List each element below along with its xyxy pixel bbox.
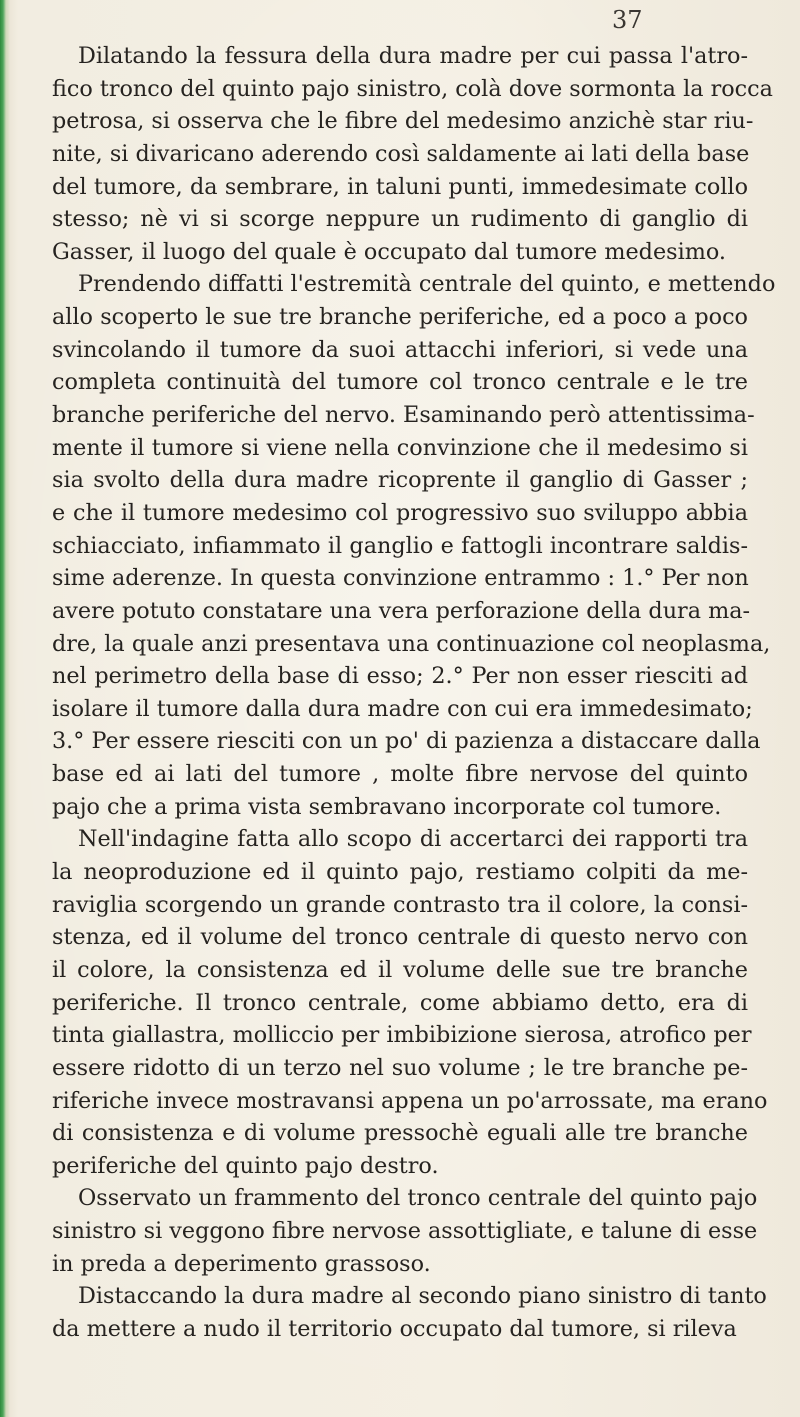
text-line: stenza, ed il volume del tronco centrale di questo nervo con — [52, 924, 748, 951]
text-line: 3.° Per essere riesciti con un po' di pazienza a distaccare dalla — [52, 728, 761, 755]
paragraph — [52, 1182, 758, 1280]
text-line: di consistenza e di volume pressochè eguali alle tre branche — [52, 1120, 748, 1147]
paragraph — [52, 823, 768, 1182]
text-line: e che il tumore medesimo col progressivo suo sviluppo abbia — [52, 499, 748, 526]
text-line: completa continuità del tumore col tronco centrale e le tre — [52, 369, 748, 396]
text-line: schiacciato, infiammato il ganglio e fattogli incontrare saldis- — [52, 532, 748, 559]
text-line: Nell'indagine fatta allo scopo di accertarci dei rapporti tra — [78, 826, 748, 853]
text-line: nel perimetro della base di esso; 2.° Per non esser riesciti ad — [52, 663, 748, 690]
paragraph — [52, 40, 773, 268]
body-text — [52, 40, 776, 1346]
page-binding-edge — [0, 0, 10, 1417]
text-line: la neoproduzione ed il quinto pajo, restiamo colpiti da me- — [52, 859, 748, 886]
text-line: branche periferiche del nervo. Esaminando però attentissima- — [52, 402, 755, 429]
text-line: Gasser, il luogo del quale è occupato dal tumore medesimo. — [52, 238, 726, 265]
text-line: base ed ai lati del tumore , molte fibre nervose del quinto — [52, 761, 748, 788]
text-line: il colore, la consistenza ed il volume delle sue tre branche — [52, 956, 748, 983]
text-line: fico tronco del quinto pajo sinistro, colà dove sormonta la rocca — [52, 75, 773, 102]
text-line: sime aderenze. In questa convinzione entrammo : 1.° Per non — [52, 565, 749, 592]
text-line: avere potuto constatare una vera perforazione della dura ma- — [52, 597, 751, 624]
page-number: 37 — [612, 6, 643, 34]
text-line: sia svolto della dura madre ricoprente il ganglio di Gasser ; — [52, 467, 748, 494]
text-line: del tumore, da sembrare, in taluni punti, immedesimate collo — [52, 173, 748, 200]
text-line: da mettere a nudo il territorio occupato dal tumore, si rileva — [52, 1315, 737, 1342]
text-line: in preda a deperimento grassoso. — [52, 1250, 431, 1277]
text-line: stesso; nè vi si scorge neppure un rudimento di ganglio di — [52, 206, 748, 233]
text-line: petrosa, si osserva che le fibre del medesimo anzichè star riu- — [52, 108, 754, 135]
text-line: allo scoperto le sue tre branche periferiche, ed a poco a poco — [52, 304, 748, 331]
text-line: sinistro si veggono fibre nervose assottigliate, e talune di esse — [52, 1218, 758, 1245]
text-line: Prendendo diffatti l'estremità centrale del quinto, e mettendo — [78, 271, 776, 298]
text-line: Distaccando la dura madre al secondo piano sinistro di tanto — [78, 1283, 767, 1310]
text-line: periferiche del quinto pajo destro. — [52, 1152, 439, 1179]
text-line: essere ridotto di un terzo nel suo volume ; le tre branche pe- — [52, 1054, 748, 1081]
text-line: Dilatando la fessura della dura madre per cui passa l'atro- — [78, 43, 748, 69]
text-line: pajo che a prima vista sembravano incorporate col tumore. — [52, 793, 722, 820]
text-line: svincolando il tumore da suoi attacchi inferiori, si vede una — [52, 336, 748, 363]
text-line: dre, la quale anzi presentava una continuazione col neoplasma, — [52, 630, 771, 657]
text-line: nite, si divaricano aderendo così saldamente ai lati della base — [52, 140, 750, 167]
text-line: periferiche. Il tronco centrale, come abbiamo detto, era di — [52, 989, 748, 1016]
text-line: isolare il tumore dalla dura madre con cui era immedesimato; — [52, 695, 753, 722]
paragraph — [52, 1280, 767, 1345]
text-line: tinta giallastra, molliccio per imbibizione sierosa, atrofico per — [52, 1022, 752, 1049]
text-line: Osservato un frammento del tronco centrale del quinto pajo — [78, 1185, 758, 1212]
text-line: raviglia scorgendo un grande contrasto tra il colore, la consi- — [52, 891, 748, 918]
text-line: mente il tumore si viene nella convinzione che il medesimo si — [52, 434, 748, 461]
paragraph — [52, 268, 776, 823]
text-line: riferiche invece mostravansi appena un po'arrossate, ma erano — [52, 1087, 768, 1114]
